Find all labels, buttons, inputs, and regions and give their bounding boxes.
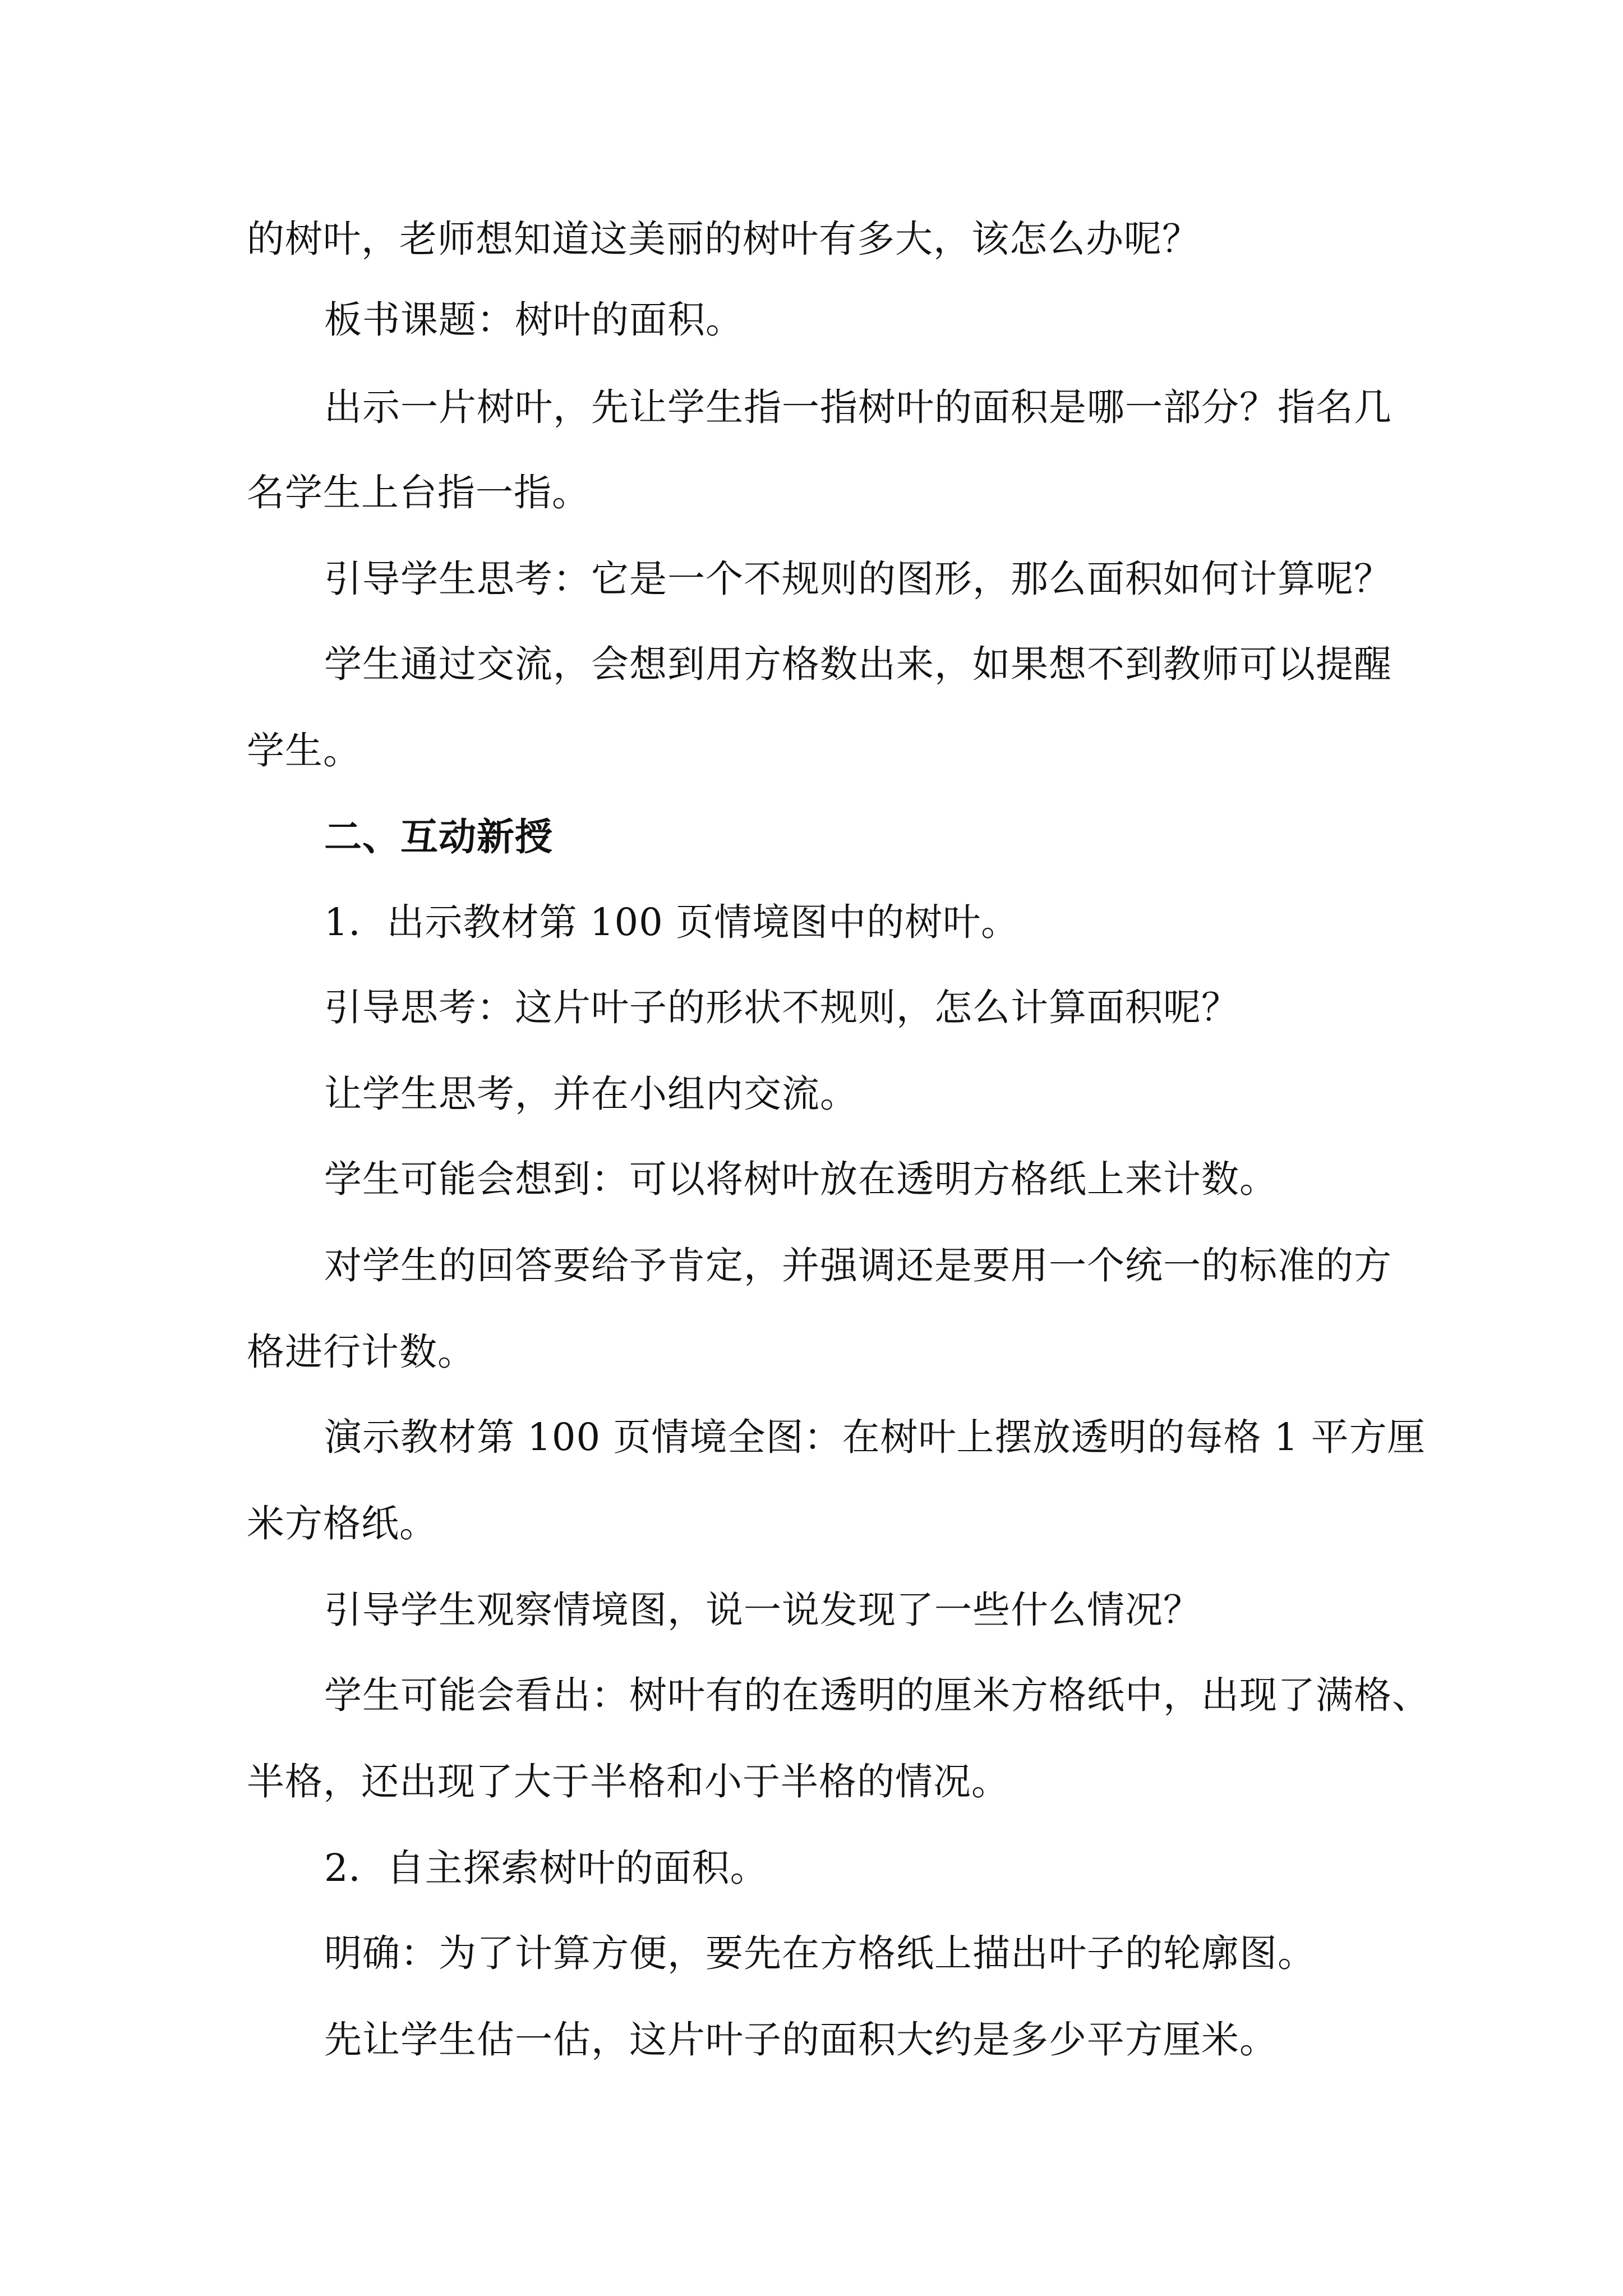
text-line: 对学生的回答要给予肯定，并强调还是要用一个统一的标准的方	[324, 1244, 1392, 1287]
text-line: 出示一片树叶，先让学生指一指树叶的面积是哪一部分？指名几	[324, 385, 1392, 429]
text-line: 演示教材第 100 页情境全图：在树叶上摆放透明的每格 1 平方厘	[324, 1415, 1426, 1459]
text-line: 半格，还出现了大于半格和小于半格的情况。	[247, 1760, 1009, 1803]
text-line: 明确：为了计算方便，要先在方格纸上描出叶子的轮廓图。	[324, 1931, 1316, 1975]
text-line: 学生可能会想到：可以将树叶放在透明方格纸上来计数。	[324, 1157, 1278, 1201]
text-line: 2．自主探索树叶的面积。	[324, 1846, 768, 1890]
text-line: 引导学生思考：它是一个不规则的图形，那么面积如何计算呢？	[324, 557, 1392, 601]
text-line: 的树叶，老师想知道这美丽的树叶有多大，该怎么办呢？	[247, 217, 1200, 261]
text-line: 引导思考：这片叶子的形状不规则，怎么计算面积呢？	[324, 986, 1239, 1029]
text-line: 米方格纸。	[247, 1502, 437, 1545]
text-line: 学生通过交流，会想到用方格数出来，如果想不到教师可以提醒	[324, 642, 1392, 686]
text-line: 名学生上台指一指。	[247, 471, 590, 514]
text-line: 引导学生观察情境图，说一说发现了一些什么情况？	[324, 1588, 1201, 1632]
text-line: 先让学生估一估，这片叶子的面积大约是多少平方厘米。	[324, 2018, 1278, 2062]
text-line: 1．出示教材第 100 页情境图中的树叶。	[324, 900, 1020, 944]
text-line: 学生。	[247, 729, 361, 772]
section-heading: 二、互动新授	[324, 815, 553, 859]
text-line: 让学生思考，并在小组内交流。	[324, 1072, 858, 1116]
text-line: 学生可能会看出：树叶有的在透明的厘米方格纸中，出现了满格、	[324, 1673, 1430, 1717]
text-line: 格进行计数。	[247, 1330, 476, 1374]
text-line: 板书课题：树叶的面积。	[324, 298, 744, 342]
